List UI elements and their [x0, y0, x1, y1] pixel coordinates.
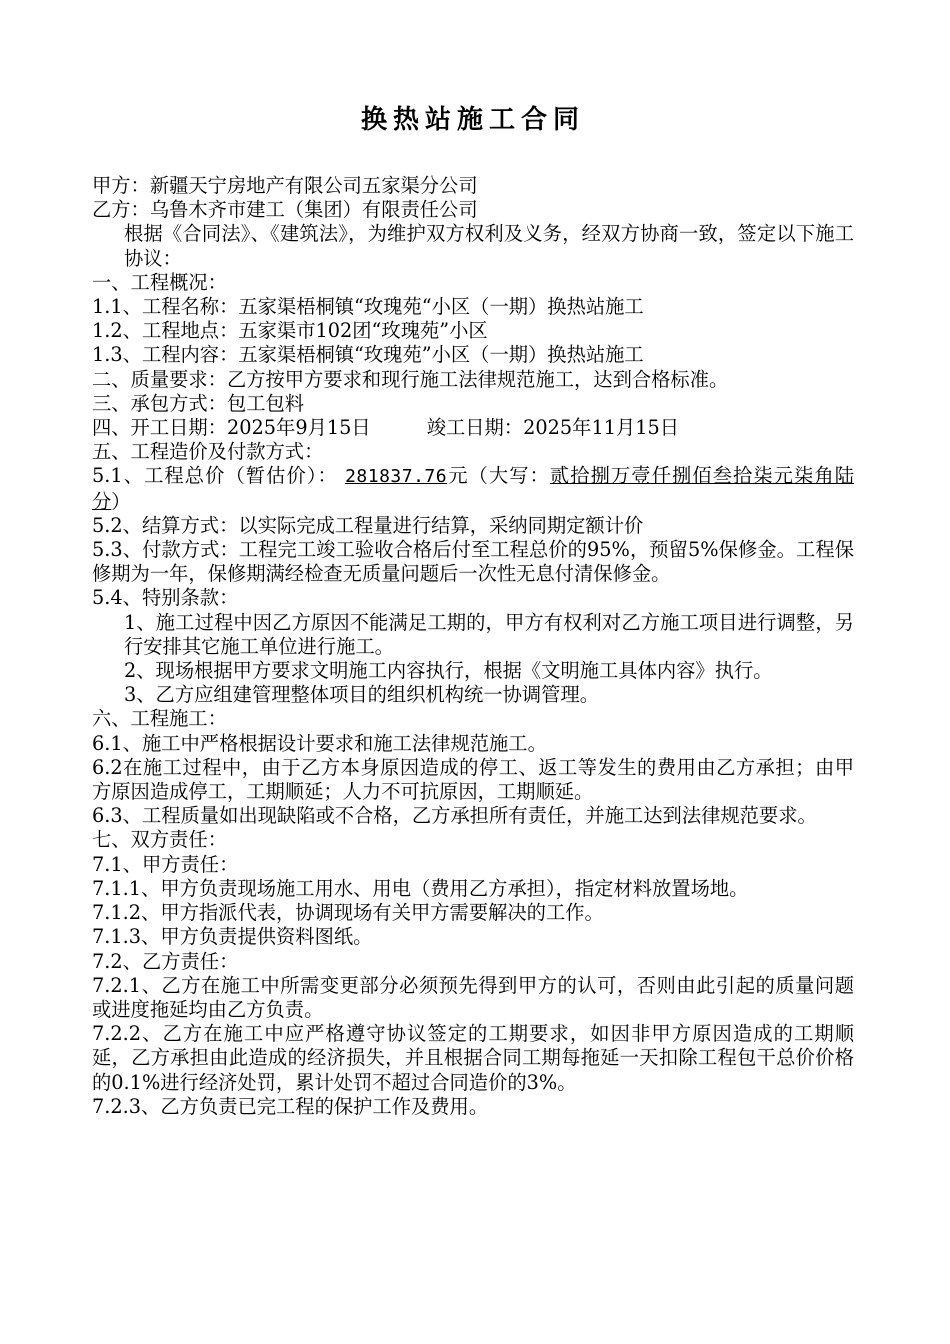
clause-1-2: 1.2、工程地点：五家渠市102团“玫瑰苑”小区: [92, 319, 488, 343]
clause-7-2-3: 7.2.3、乙方负责已完工程的保护工作及费用。: [92, 1094, 489, 1118]
clause-6-2: 6.2在施工过程中，由于乙方本身原因造成的停工、返工等发生的费用由乙方承担；由甲方原因造成停工，工期顺延；人力不可抗原因，工期顺延。: [92, 755, 854, 804]
special-term-1: 1、施工过程中因乙方原因不能满足工期的，甲方有权利对乙方施工项目进行调整，另行安排其它施工单位进行施工。: [124, 610, 854, 658]
section-1-heading: 一、工程概况：: [92, 270, 227, 294]
section-6-heading: 六、工程施工：: [92, 707, 227, 731]
party-b: 乙方：乌鲁木齐市建工（集团）有限责任公司: [92, 198, 478, 222]
contract-document: [92, 104, 854, 1119]
section-3-contracting: 三、承包方式：包工包料: [92, 391, 305, 415]
clause-5-1: [92, 464, 854, 513]
clause-7-2: 7.2、乙方责任：: [92, 949, 239, 973]
clause-1-3: 1.3、工程内容：五家渠梧桐镇“玫瑰苑”小区（一期）换热站施工: [92, 343, 644, 367]
clause-1-1: 1.1、工程名称：五家渠梧桐镇“玫瑰苑“小区（一期）换热站施工: [92, 295, 644, 319]
total-price-close: ）: [111, 489, 131, 513]
section-5-heading: 五、工程造价及付款方式：: [92, 440, 324, 464]
section-4-dates: [92, 416, 854, 440]
clause-7-2-2: 7.2.2、乙方在施工中应严格遵守协议签定的工期要求，如因非甲方原因造成的工期顺延，乙方承担由此造成的经济损失，并且根据合同工期每拖延一天扣除工程包干总价价格的0.1%进行经济处罚，累计处罚不超过合同造价的3%。: [92, 1022, 854, 1094]
clause-7-2-1: 7.2.1、乙方在施工中所需变更部分必须预先得到甲方的认可，否则由此引起的质量问题或进度拖延均由乙方负责。: [92, 973, 854, 1021]
clause-7-1: 7.1、甲方责任：: [92, 852, 239, 876]
clause-7-1-3: 7.1.3、甲方负责提供资料图纸。: [92, 925, 373, 949]
document-title: 换热站施工合同: [360, 105, 585, 135]
total-price-in-words: 贰拾捌万壹仟捌佰叁拾柒元柒角陆分: [92, 464, 854, 513]
party-a: 甲方：新疆天宁房地产有限公司五家渠分公司: [92, 174, 478, 197]
completion-date: 竣工日期：2025年11月15日: [426, 416, 680, 440]
total-price-label: 5.1、工程总价（暂估价）：: [92, 464, 338, 488]
section-2-quality: 二、质量要求：乙方按甲方要求和现行施工法律规范施工，达到合格标准。: [92, 367, 729, 391]
clause-7-1-2: 7.1.2、甲方指派代表，协调现场有关甲方需要解决的工作。: [92, 901, 604, 925]
clause-7-1-1: 7.1.1、甲方负责现场施工用水、用电（费用乙方承担），指定材料放置场地。: [92, 876, 749, 900]
clause-6-3: 6.3、工程质量如出现缺陷或不合格，乙方承担所有责任，并施工达到法律规范要求。: [92, 804, 817, 828]
section-7-heading: 七、双方责任：: [92, 828, 227, 852]
clause-5-4: 5.4、特别条款：: [92, 586, 239, 610]
clause-5-3: 5.3、付款方式：工程完工竣工验收合格后付至工程总价的95%，预留5%保修金。工程保修期为一年，保修期满经检查无质量问题后一次性无息付清保修金。: [92, 538, 854, 586]
preamble: 根据《合同法》、《建筑法》，为维护双方权利及义务，经双方协商一致，签定以下施工协议：: [124, 222, 854, 270]
total-price-unit: 元（大写：: [447, 464, 550, 488]
clause-5-2: 5.2、结算方式：以实际完成工程量进行结算，采纳同期定额计价: [92, 513, 644, 537]
special-term-3: 3、乙方应组建管理整体项目的组织机构统一协调管理。: [124, 683, 600, 707]
start-date: 四、开工日期：2025年9月15日: [92, 416, 371, 440]
total-price-amount: 281837.76: [345, 466, 448, 488]
special-term-2: 2、现场根据甲方要求文明施工内容执行，根据《文明施工具体内容》执行。: [124, 659, 773, 683]
clause-6-1: 6.1、施工中严格根据设计要求和施工法律规范施工。: [92, 731, 547, 755]
